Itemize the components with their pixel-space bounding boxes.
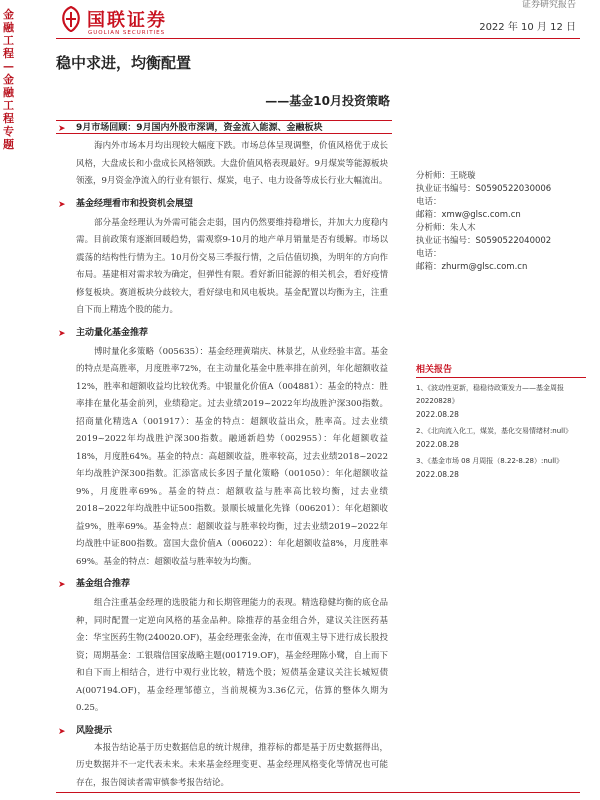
bullet-arrow-icon: ➤ <box>58 328 66 339</box>
related-report-link[interactable]: 3、《基金市场 08 月周报（8.22-8.28）:null》 <box>416 457 564 465</box>
related-reports <box>416 362 586 481</box>
section-heading-risk: ➤ 风险提示 <box>58 725 113 737</box>
section-paragraph: 海内外市场本月均出现较大幅度下跌。市场总体呈现调整，价值风格优于成长风格，大盘成长和小盘成长风格领跌。大盘价值风格表现最好。9月煤炭等能源板块领涨，9月资金净流入的行业有银行、煤炭，电子、电力设备等成长行业大幅流出。 <box>76 141 388 186</box>
page-title: 稳中求进，均衡配置 <box>56 54 192 72</box>
analyst-info <box>416 170 586 274</box>
section-heading-outlook: ➤ 基金经理看市和投资机会展望 <box>58 198 194 210</box>
sidebar-label: 金融工程—金融工程专题 <box>3 8 14 151</box>
analyst-row: 电话： <box>416 197 442 207</box>
analyst-row: 邮箱：zhurm@glsc.com.cn <box>416 262 528 272</box>
company-logo <box>60 6 220 36</box>
bullet-arrow-icon: ➤ <box>58 199 66 210</box>
analyst-row: 邮箱：xmw@glsc.com.cn <box>416 210 521 220</box>
related-report-date: 2022.08.28 <box>416 410 459 419</box>
analyst-row: 执业证书编号：S0590522030006 <box>416 184 552 194</box>
section-heading-portfolio: ➤ 基金组合推荐 <box>58 579 131 590</box>
analyst-row: 执业证书编号：S0590522040002 <box>416 236 552 246</box>
analyst-row: 分析师：朱人木 <box>416 223 476 233</box>
header-divider <box>56 38 580 39</box>
footer-divider <box>56 792 580 793</box>
related-report-date: 2022.08.28 <box>416 440 459 449</box>
report-date: 2022 年 10 月 12 日 <box>479 22 576 33</box>
main-content <box>56 120 392 792</box>
sidebar-band <box>0 0 20 800</box>
section-paragraph: 部分基金经理认为外需可能会走弱，国内仍然要维持稳增长，并加大力度稳内需。目前政策有逐渐回暖趋势，需观察9-10月的地产单月销量是否有缓解。市场以震荡的结构性行情为主。10月份交易三季报行情，之后估值切换，为明年的方向作布局。基建相对需求较为确定，但弹性有限。看好新旧能源的相关机会，看好疫情修复板块。赛道板块分歧较大，看好绿电和风电板块。基金配置以均衡为主，注重自下而上精选个股的能力。 <box>76 217 388 315</box>
analyst-row: 分析师：王晓璇 <box>416 171 476 181</box>
analyst-row: 电话： <box>416 249 442 259</box>
report-type: 证券研究报告 <box>521 0 576 10</box>
bullet-arrow-icon: ➤ <box>58 726 66 737</box>
related-reports-title: 相关报告 <box>416 362 586 378</box>
logo-text-cn: 国联证券 <box>87 10 167 31</box>
section-paragraph: 组合注重基金经理的选股能力和长期管理能力的表现。精选稳健均衡的底仓品种，同时配置一定逆向风格的基金品种。除推荐的基金组合外，建议关注医药基金：华宝医药生物(240020.OF)，基金经理张金涛，在市值观主导下进行成长股投资；周期基金：工银瑞信国家战略主题(001719.OF)，基金经理陈小鹭，自上而下和自下而上相结合，进行中观行业比较，精选个股；短债基金建议关注长城短债A(007194.OF)，基金经理邹德立，当前规模为3.36亿元，估算的整体久期为0.25。 <box>76 598 388 713</box>
section-heading-market-review: ➤ 9月市场回顾：9月国内外股市深调，资金流入能源、金融板块 <box>56 120 392 134</box>
related-report-link[interactable]: 2、《北向流入化工，煤炭，基化交易情绪材:null》 <box>416 427 573 435</box>
logo-mark-icon <box>60 6 82 32</box>
page-subtitle: ——基金10月投资策略 <box>265 94 390 108</box>
bullet-arrow-icon: ➤ <box>58 580 66 590</box>
section-paragraph: 博时量化多策略（005635）：基金经理黄瑞庆、林景艺，从业经验丰富。基金的特点是高胜率，月度胜率72%，在主动量化基金中胜率排在前列，年化超额收益12%，胜率和超额收益均比较优秀。中银量化价值A（004881）：基金的特点：胜率排在量化基金前列，业绩稳定。过去业绩2019~2022年均战胜沪深300指数。招商量化精选A（001917）：基金的特点：超额收益出众，胜率高。过去业绩2019~2022年均战胜沪深300指数。融通新趋势（002955）：年化超额收益18%，月度胜64%。基金的特点：高超额收益，胜率较高，过去业绩2018~2022年均战胜沪深300指数。汇添富成长多因子量化策略（001050）：年化超额收益9%，月度胜率69%。基金的特点：超额收益与胜率高比较均衡，过去业绩2018~2022年均战胜中证500指数。景顺长城量化先锋（006201）：年化超额收益9%，胜率69%。基金特点：超额收益与胜率较均衡，过去业绩2019~2022年均战胜中证800指数。富国大盘价值A（006022）：年化超额收益8%，月度胜率69%。基金的特点：超额收益与胜率较为均衡。 <box>76 346 388 567</box>
related-report-link[interactable]: 1、《波动性更新，稳稳待政策发力——基金周报 20220828》 <box>416 384 564 405</box>
logo-text-en: GUOLIAN SECURITIES <box>88 30 166 36</box>
section-heading-quant-funds: ➤ 主动量化基金推荐 <box>58 327 149 339</box>
section-paragraph: 本报告结论基于历史数据信息的统计规律，推荐标的都是基于历史数据得出，历史数据并不一定代表未来。未来基金经理变更、基金经理风格变化等情况也可能存在，报告阅读者需审慎参考报告结论。 <box>76 742 388 788</box>
related-report-date: 2022.08.28 <box>416 470 459 479</box>
bullet-arrow-icon: ➤ <box>58 124 66 134</box>
